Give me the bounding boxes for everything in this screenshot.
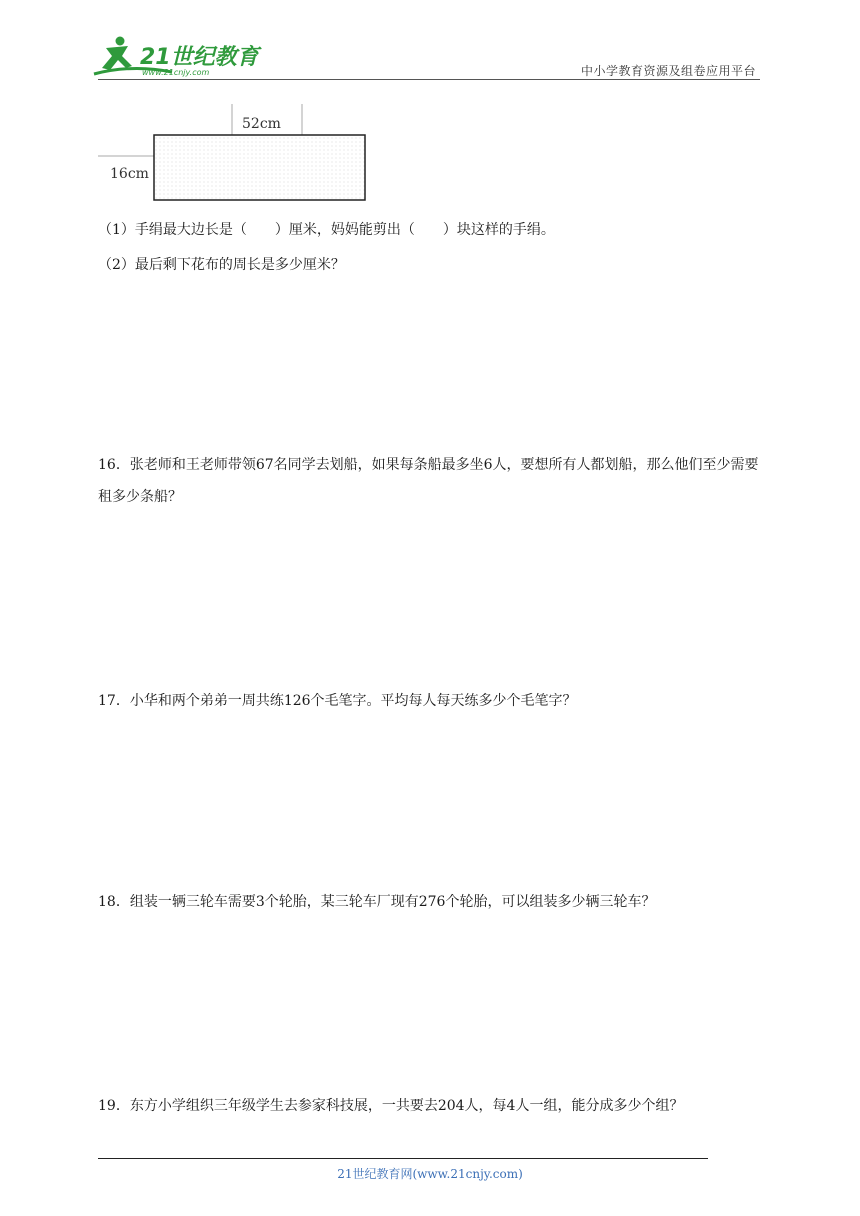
problem-18 [98,886,762,918]
site-logo [92,34,262,80]
cloth-rectangle-figure [98,104,378,204]
height-label: 16cm [110,166,149,182]
problem-number: 16． [98,457,130,473]
logo-brand: 21世纪教育 [140,45,259,70]
header-platform-text: 中小学教育资源及组卷应用平台 [580,64,756,78]
problem-text: 东方小学组织三年级学生去参家科技展，一共要去204人，每4人一组，能分成多少个组？ [129,1098,684,1114]
footer-divider [98,1158,708,1159]
problem-16 [98,449,762,513]
problem-text: 小华和两个弟弟一周共练126个毛笔字。平均每人每天练多少个毛笔字？ [129,693,577,709]
problem-text: 组装一辆三轮车需要3个轮胎，某三轮车厂现有276个轮胎，可以组装多少辆三轮车？ [129,894,656,910]
logo-url: www.21cnjy.com [142,68,210,77]
cloth-rectangle [154,135,365,200]
header-divider [98,79,760,80]
question-15-sub2: （2）最后剩下花布的周长是多少厘米？ [98,257,345,273]
problem-17 [98,685,762,717]
problem-19 [98,1090,762,1122]
problem-number: 18． [98,894,130,910]
footer-text: 21世纪教育网(www.21cnjy.com) [337,1167,523,1181]
problem-text: 张老师和王老师带领67名同学去划船，如果每条船最多坐6人，要想所有人都划船，那么他们至少需要租多少条船？ [98,457,759,505]
problem-number: 17． [98,693,130,709]
question-15-sub1: （1）手绢最大边长是（ ）厘米，妈妈能剪出（ ）块这样的手绢。 [98,222,555,238]
problem-number: 19． [98,1098,130,1114]
width-label: 52cm [242,116,281,132]
